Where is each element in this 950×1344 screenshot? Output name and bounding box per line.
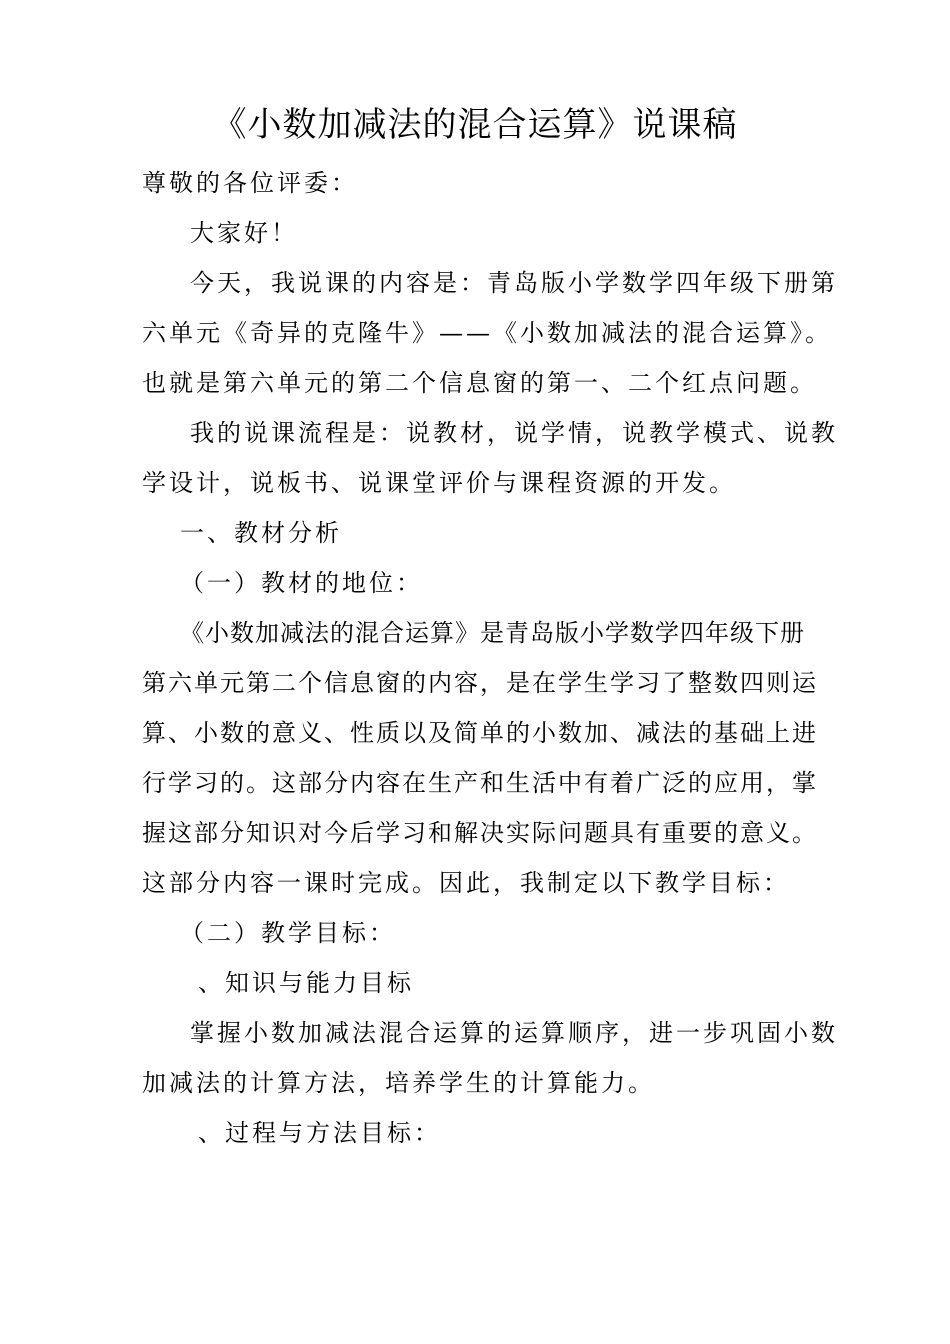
paragraph-line: 握这部分知识对今后学习和解决实际问题具有重要的意义。 xyxy=(142,819,818,847)
paragraph-line: 行学习的。这部分内容在生产和生活中有着广泛的应用，掌 xyxy=(142,769,818,797)
paragraph-line: 大家好！ xyxy=(190,219,298,247)
paragraph-line: 尊敬的各位评委： xyxy=(142,169,358,197)
subsection-heading: 、知识与能力目标 xyxy=(198,969,414,997)
paragraph-line: 这部分内容一课时完成。因此，我制定以下教学目标： xyxy=(142,869,790,897)
document-title: 《小数加减法的混合运算》说课稿 xyxy=(212,105,738,145)
paragraph-line: 我的说课流程是：说教材，说学情，说教学模式、说教 xyxy=(190,419,838,447)
paragraph-line: 加减法的计算方法，培养学生的计算能力。 xyxy=(142,1069,655,1097)
subsection-heading: （二）教学目标： xyxy=(180,919,396,947)
paragraph-line: 第六单元第二个信息窗的内容，是在学生学习了整数四则运 xyxy=(142,669,818,697)
paragraph-line: 算、小数的意义、性质以及简单的小数加、减法的基础上进 xyxy=(142,719,818,747)
section-heading: 一、教材分析 xyxy=(180,519,342,547)
subsection-heading: （一）教材的地位： xyxy=(180,569,423,597)
paragraph-line: 也就是第六单元的第二个信息窗的第一、二个红点问题。 xyxy=(142,369,817,397)
paragraph-line: 《小数加减法的混合运算》是青岛版小学数学四年级下册 xyxy=(180,619,805,647)
subsection-heading: 、过程与方法目标： xyxy=(198,1119,441,1147)
paragraph-line: 掌握小数加减法混合运算的运算顺序，进一步巩固小数 xyxy=(190,1019,838,1047)
paragraph-line: 六单元《奇异的克隆牛》——《小数加减法的混合运算》。 xyxy=(142,319,832,347)
paragraph-line: 今天，我说课的内容是：青岛版小学数学四年级下册第 xyxy=(190,269,838,297)
paragraph-line: 学设计，说板书、说课堂评价与课程资源的开发。 xyxy=(142,469,736,497)
